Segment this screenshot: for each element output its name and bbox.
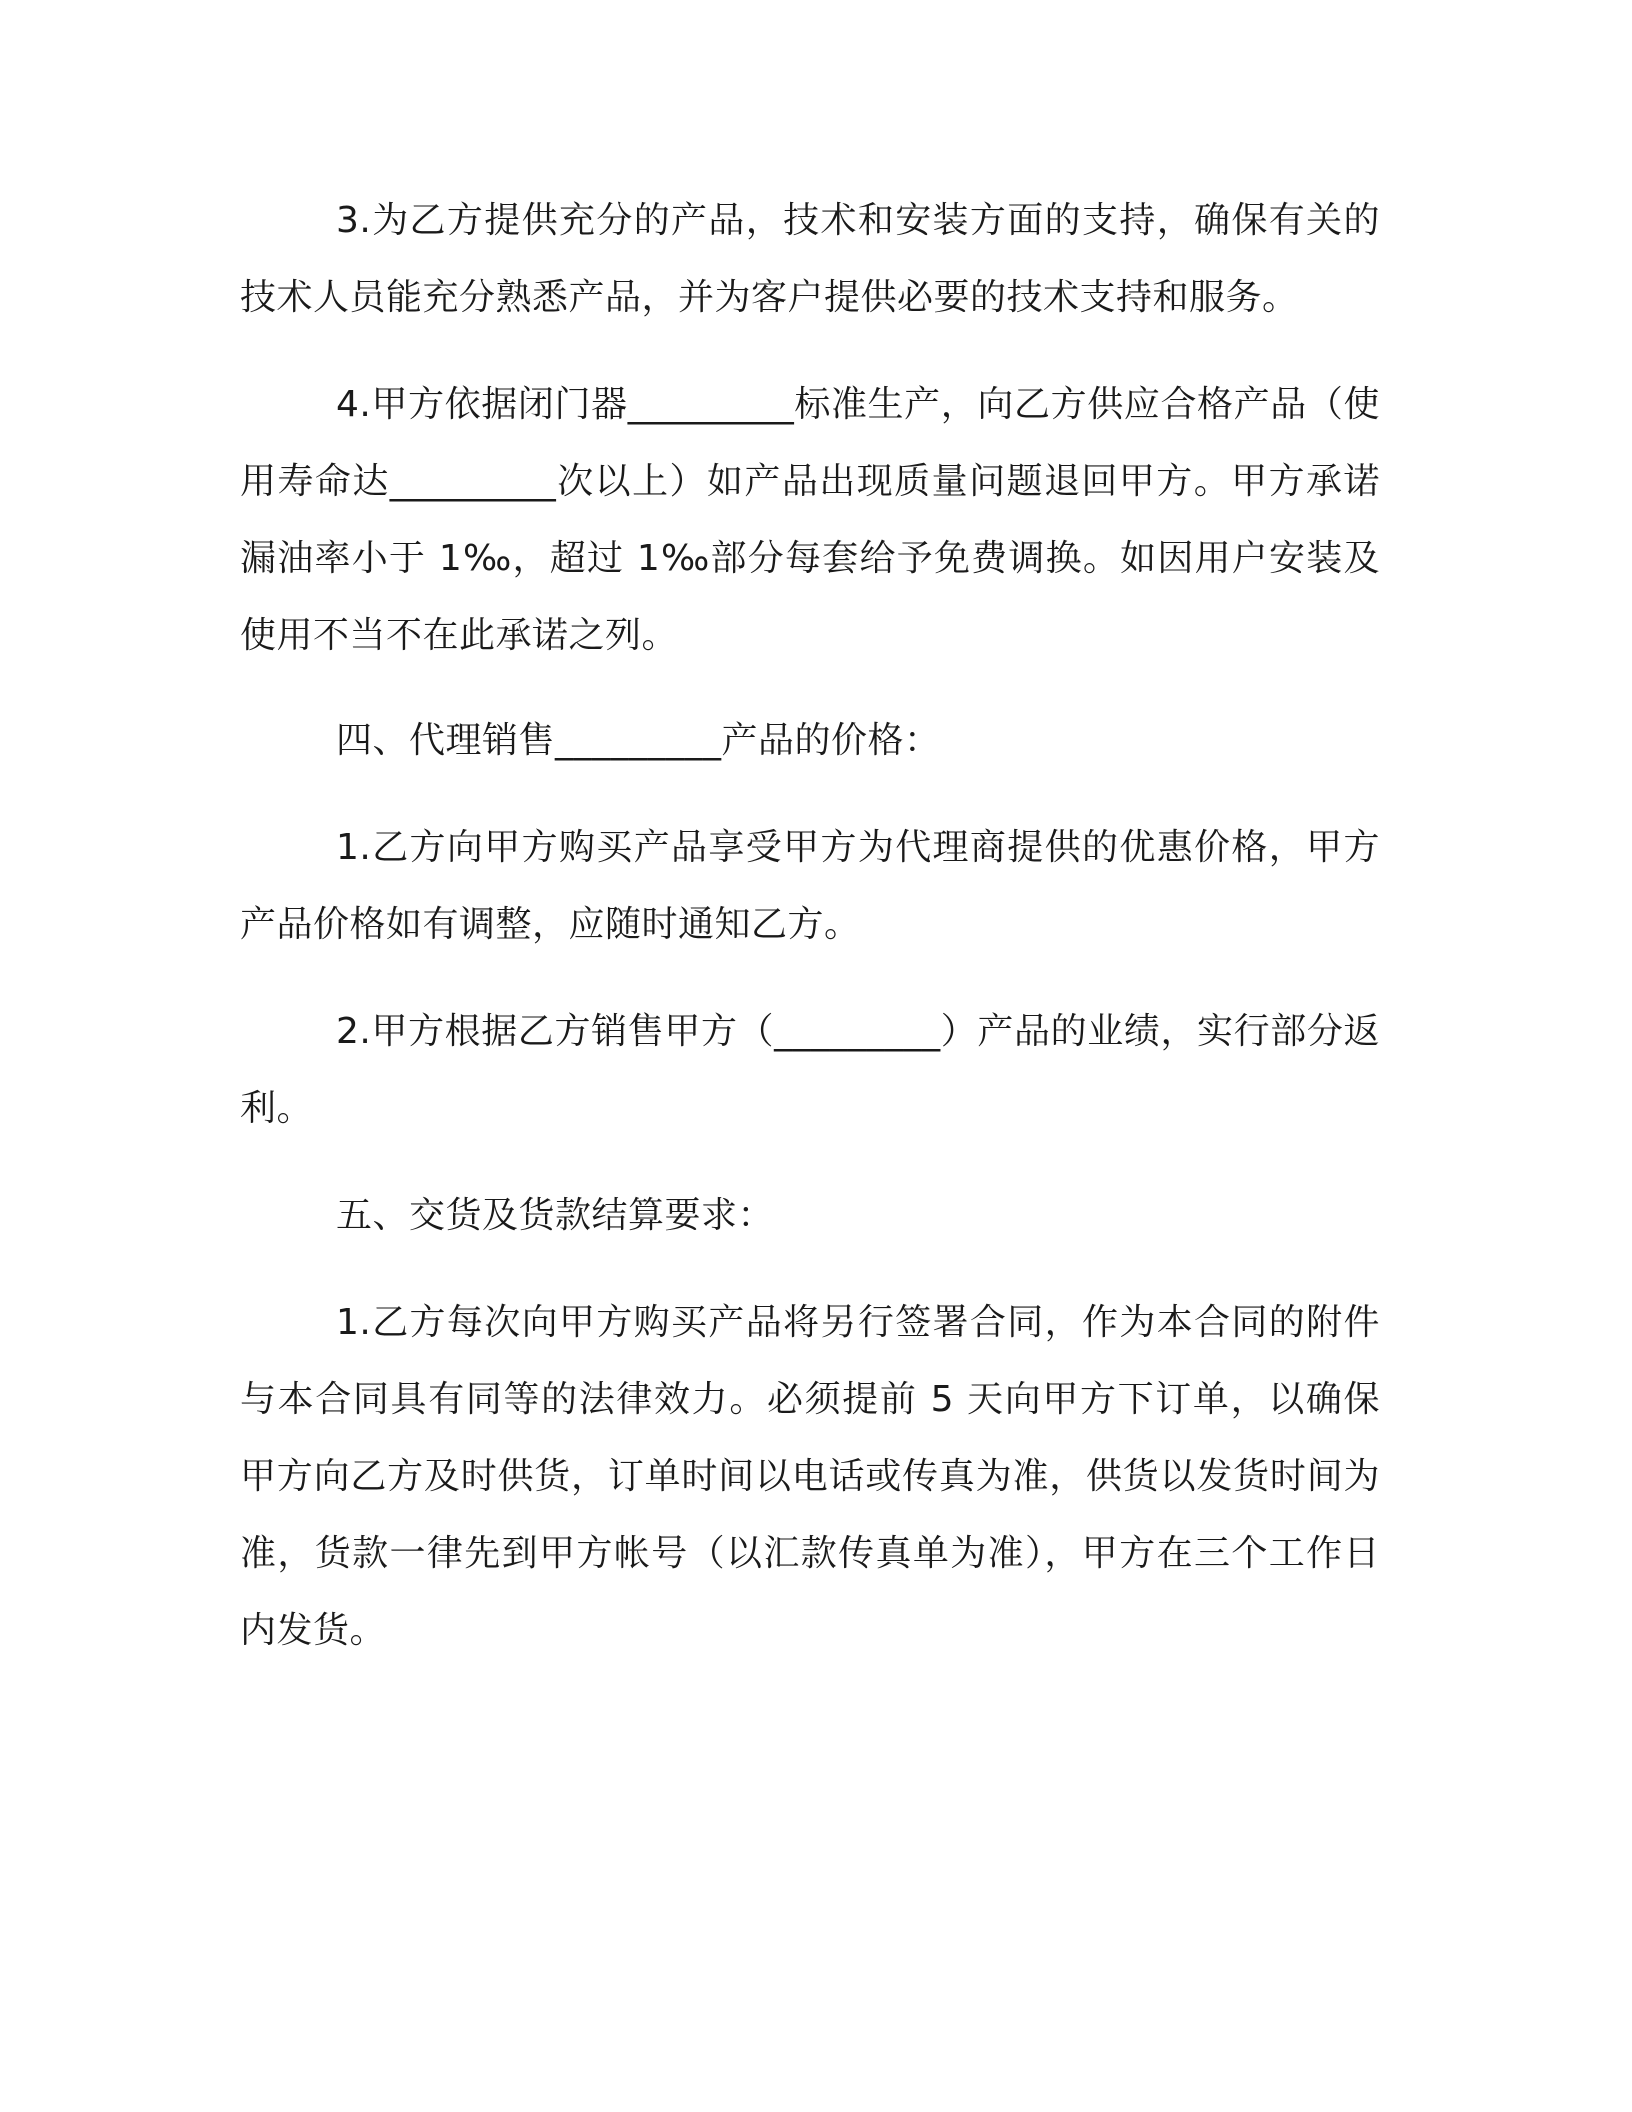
clause-quality-standard: 4.甲方依据闭门器_________标准生产，向乙方供应合格产品（使用寿命达_________次以上）如产品出现质量问题退回甲方。甲方承诺漏油率小于 1‰，超过 1‰部分每套给予免费调换。如因用户安装及使用不当不在此承诺之列。 (240, 384, 1380, 656)
document-page (240, 182, 1380, 1699)
clause-rebate: 2.甲方根据乙方销售甲方（_________）产品的业绩，实行部分返利。 (240, 1011, 1380, 1129)
clause-preferential-price: 1.乙方向甲方购买产品享受甲方为代理商提供的优惠价格，甲方产品价格如有调整，应随时通知乙方。 (240, 827, 1380, 945)
section-heading-pricing: 四、代理销售_________产品的价格： (336, 720, 941, 761)
clause-technical-support: 3.为乙方提供充分的产品，技术和安装方面的支持，确保有关的技术人员能充分熟悉产品，并为客户提供必要的技术支持和服务。 (240, 200, 1380, 318)
section-heading-delivery: 五、交货及货款结算要求： (336, 1195, 775, 1236)
clause-order-delivery: 1.乙方每次向甲方购买产品将另行签署合同，作为本合同的附件与本合同具有同等的法律效力。必须提前 5 天向甲方下订单，以确保甲方向乙方及时供货，订单时间以电话或传真为准，供货以发货时间为准，货款一律先到甲方帐号（以汇款传真单为准），甲方在三个工作日内发货。 (240, 1302, 1380, 1651)
